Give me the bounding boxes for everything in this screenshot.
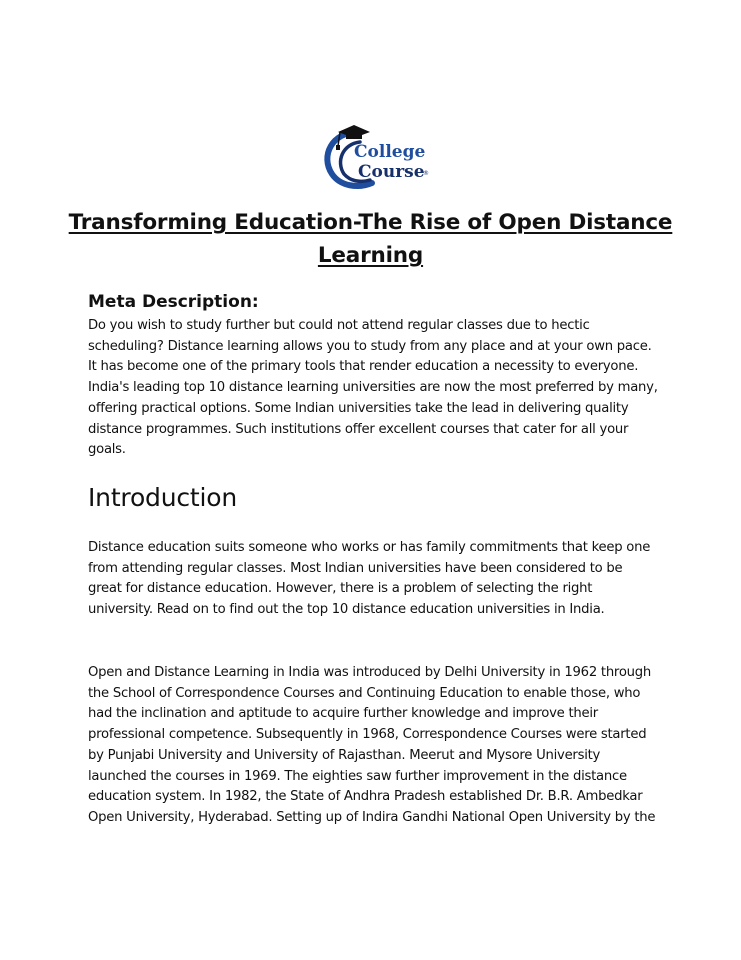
meta-description-text: Do you wish to study further but could not attend regular classes due to hectic scheduling? Distance learning allows you to study from any place and at your own pace. It has become one of the primary tools that render education a necessity to everyone. India's leading top 10 distance learning universities are now the most preferred by many, offering practical options. Some Indian universities take the lead in delivering quality distance programmes. Such institutions offer excellent courses that cater for all your goals. xyxy=(88,318,658,458)
logo-text-course: Course xyxy=(358,162,425,182)
logo-trademark: ® xyxy=(423,170,429,177)
logo-text-college: College xyxy=(354,142,426,162)
page-title: Transforming Education-The Rise of Open Distance Learning xyxy=(68,210,673,268)
college-course-logo xyxy=(318,122,430,192)
intro-paragraph: Distance education suits someone who works or has family commitments that keep one from attending regular classes. Most Indian universities have been considered to be great for distance education. However, there is a problem of selecting the right university. Read on to find out the top 10 distance education universities in India. xyxy=(88,540,651,618)
logo-graphic xyxy=(318,122,430,192)
intro-paragraph: Open and Distance Learning in India was introduced by Delhi University in 1962 through the School of Correspondence Courses and Continuing Education to enable those, who had the inclination and aptitude to acquire further knowledge and improve their professional competence. Subsequently in 1968, Correspondence Courses were started by Punjabi University and University of Rajasthan. Meerut and Mysore University launched the courses in 1969. The eighties saw further improvement in the distance education system. In 1982, the State of Andhra Pradesh established Dr. B.R. Ambedkar Open University, Hyderabad. Setting up of Indira Gandhi National Open University by the xyxy=(88,665,656,825)
meta-description-heading: Meta Description: xyxy=(88,292,259,312)
introduction-heading: Introduction xyxy=(88,483,237,512)
